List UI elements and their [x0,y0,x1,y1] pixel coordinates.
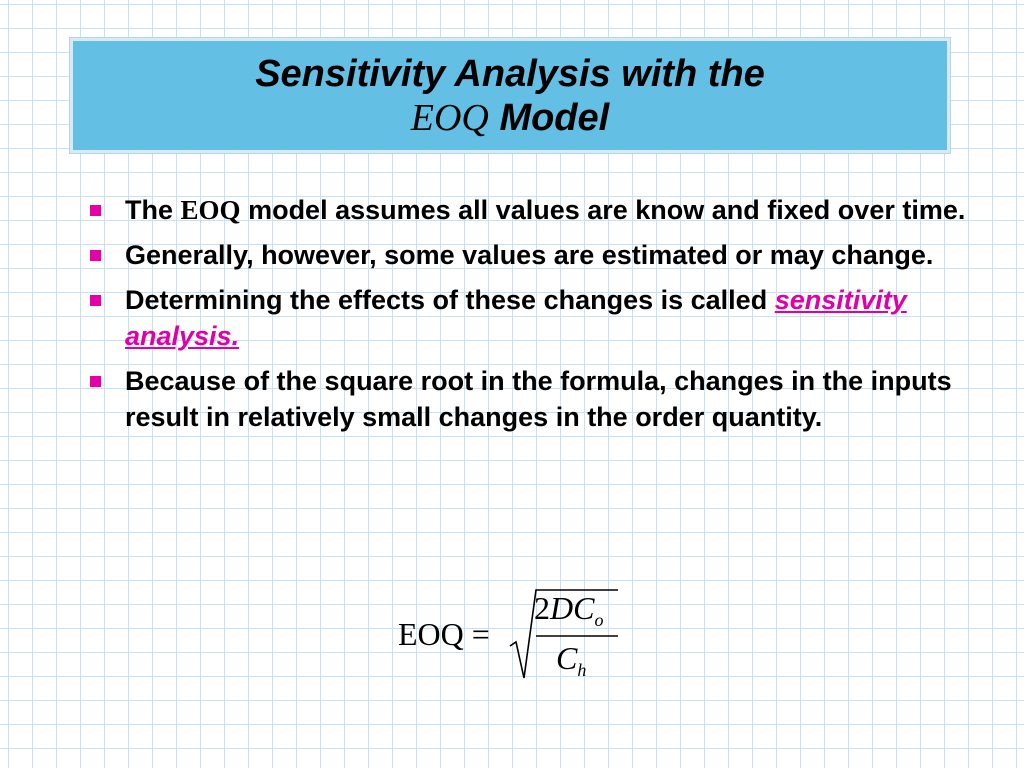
bullet-1-post: model assumes all values are know and fixed over time. [248,195,966,225]
eoq-formula [398,588,638,683]
bullet-1-pre: The [125,195,174,225]
denominator-subscript: h [577,660,587,680]
numerator-coefficient: 2 [534,590,550,626]
square-bullet-icon [90,250,101,261]
square-bullet-icon [90,376,101,387]
title-line-1: Sensitivity Analysis with the [255,52,765,95]
bullet-item-2 [88,237,968,273]
title-eoq-abbr: EOQ [410,96,489,139]
bullet-3-pre: Determining the effects of these changes is called [125,285,768,315]
formula-denominator [556,640,586,681]
bullet-item-4 [88,363,968,435]
square-bullet-icon [90,205,101,216]
bullet-1-eoq-abbr: EOQ [180,195,241,225]
bullet-2-text: Generally, however, some values are estimated or may change. [125,240,934,270]
title-banner [70,38,950,153]
bullet-item-1 [88,192,968,228]
numerator-subscript: o [594,610,604,630]
sensitivity-analysis-highlight: sensitivity analysis. [125,285,907,351]
denominator-variable: C [556,640,578,676]
formula-lhs: EOQ = [398,616,490,652]
formula-numerator [534,590,603,631]
numerator-variables: DC [550,590,595,626]
title-model-word: Model [499,96,610,139]
square-bullet-icon [90,295,101,306]
title-line-2 [411,96,609,140]
bullet-item-3 [88,282,968,354]
bullet-4-text: Because of the square root in the formula, changes in the inputs result in relatively small changes in the order quantity. [125,366,952,432]
bullet-list [88,192,968,444]
